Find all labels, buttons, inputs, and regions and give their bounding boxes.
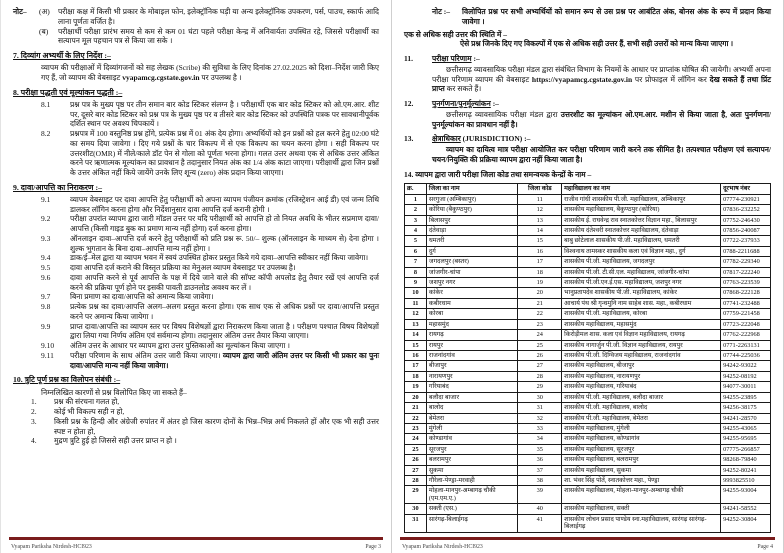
cell-college: शासकीय पी.जी. महाविद्यालय, बलौदा बाजार xyxy=(562,392,721,402)
section9-item-number: 9.5 xyxy=(41,263,51,273)
section10-item xyxy=(31,436,379,446)
note-item-text: परीक्षार्थी परीक्षा प्रारंभ समय से कम से कम 01 घंटा पहले परीक्षा केन्द्र में अनिवार्यतः उपस्थित रहे, जिससे परीक्षार्थी का सत्यापन मूल पहचान पत्र से किया जा सके । xyxy=(58,26,379,46)
cell-code: 32 xyxy=(518,413,562,423)
cell-district: महासमुंद xyxy=(426,319,517,329)
cell-sn: 11 xyxy=(405,298,427,308)
cell-code: 25 xyxy=(518,340,562,350)
table-body xyxy=(405,194,771,532)
cell-district: बालोद xyxy=(426,403,517,413)
cell-sn: 5 xyxy=(405,236,427,246)
table-row xyxy=(405,403,771,413)
cell-college: शासकीय पी.जी. महाविद्यालय, बेमेतरा xyxy=(562,413,721,423)
section9-item-number: 9.7 xyxy=(41,292,51,302)
section9-item-number: 9.3 xyxy=(41,233,51,243)
page-4 xyxy=(392,0,784,553)
section7-body-pre: व्यापम की परीक्षाओं में दिव्यांगजनों को सह लेखक (Scribe) की सुविधा के लिए दिनांक 27.02.2025 को दिशा–निर्देश जारी किए गए हैं, जो व्यापम की वेबसाइट xyxy=(41,63,379,82)
cell-phone: 07817-222240 xyxy=(721,267,771,277)
section9-item xyxy=(41,292,379,302)
table-row xyxy=(405,423,771,433)
section9-item xyxy=(41,214,379,234)
cell-sn: 29 xyxy=(405,486,427,504)
cell-sn: 22 xyxy=(405,413,427,423)
section10-item-text: मुद्रण त्रुटि हुई हो जिससे सही उत्तर प्राप्त न हो । xyxy=(54,436,177,446)
table-row xyxy=(405,455,771,465)
cell-sn: 4 xyxy=(405,225,427,235)
table-row xyxy=(405,225,771,235)
section9-item xyxy=(41,341,379,351)
cell-college: शासकीय पी.जी. महाविद्यालय, कोरबा xyxy=(562,309,721,319)
cell-district: सुकमा xyxy=(426,465,517,475)
cell-phone: 07782-229340 xyxy=(721,257,771,267)
section9-item-text: डाक/ई–मेल द्वारा या व्यापम भवन में स्वयं उपस्थित होकर प्रस्तुत किये गये दावा–आपत्ति स्वीकार नहीं किया जावेगा। xyxy=(70,253,369,263)
section12-number: 12. xyxy=(404,99,414,108)
cell-phone: 07836-232252 xyxy=(721,205,771,215)
cell-district: मोहला-मानपुर-अम्बागढ़ चौकी (एम.एम.ए.) xyxy=(426,486,517,504)
col-header-code: जिला कोड xyxy=(518,184,562,194)
section9-item-text: व्यापम वेबसाइट पर दावा आपत्ति हेतु परीक्षार्थी को अपना व्यापम पंजीयन क्रमांक (रजिस्ट्रेशन आई डी) एवं जन्म तिथि डालकर लॉगिन करना होगा और निर्देशानुसार दावा आपत्ति दर्ज करानी होगी । xyxy=(70,194,379,214)
section11-number: 11. xyxy=(404,54,413,63)
section7-body xyxy=(41,63,379,83)
table-row xyxy=(405,351,771,361)
section8-heading: 8. परीक्षा पद्धती एवं मूल्यांकन पद्धती :– xyxy=(13,87,123,97)
cell-sn: 27 xyxy=(405,465,427,475)
section9-item-number: 9.6 xyxy=(41,272,51,282)
cell-code: 18 xyxy=(518,267,562,277)
cell-district: जशपुर नगर xyxy=(426,278,517,288)
section9-item-text: बिना प्रमाण का दावा/आपत्ति को अमान्य किया जावेगा। xyxy=(70,292,214,302)
section9-item xyxy=(41,351,379,371)
cell-phone: 94252-08192 xyxy=(721,371,771,381)
cell-district: जांजगीर-चांपा xyxy=(426,267,517,277)
cell-district: दंतेवाड़ा xyxy=(426,225,517,235)
cell-college: शासकीय पी.जी.एन.ई.एस. महाविद्यालय, जशपुर नगर xyxy=(562,278,721,288)
cell-college: शासकीय महाविद्यालय, सक्ती xyxy=(562,504,721,514)
cell-phone: 07763-223539 xyxy=(721,278,771,288)
cell-phone: 07722-237933 xyxy=(721,236,771,246)
cell-college: शासकीय महाविद्यालय, नारायणपुर xyxy=(562,371,721,381)
cell-code: 28 xyxy=(518,371,562,381)
section9-item-text: प्राप्त दावा/आपत्ति का व्यापम स्तर पर विषय विशेषज्ञों द्वारा निराकरण किया जाता है । परीक्षण पश्चात विषय विशेषज्ञों द्वारा लिया गया निर्णय अंतिम एवं सर्वमान्य होगा। तदानुसार अंतिम उत्तर तैयार किया जाएगा। xyxy=(70,321,379,341)
table-row xyxy=(405,267,771,277)
section9-item-number: 9.8 xyxy=(41,302,51,312)
cell-district: गरियाबंद xyxy=(426,382,517,392)
table-row xyxy=(405,382,771,392)
cell-sn: 8 xyxy=(405,267,427,277)
table-row xyxy=(405,278,771,288)
note-item-text: परीक्षा कक्ष में किसी भी प्रकार के मोबाइल फोन, इलेक्ट्रॉनिक घड़ी या अन्य इलेक्ट्रॉनिक उपकरण, पर्स, पाउच, स्कार्फ आदि लाना पूर्णतः वर्जित है। xyxy=(58,7,379,26)
table-row xyxy=(405,319,771,329)
cell-college: शासकीय पी.जी. महाविद्यालय, जगदलपुर xyxy=(562,257,721,267)
cell-sn: 23 xyxy=(405,423,427,433)
page3-footer xyxy=(11,544,381,550)
cell-phone: 94252-80241 xyxy=(721,465,771,475)
footer-doc-title: Vyapam Pariksha Nirdesh-HCI923 xyxy=(402,544,483,550)
cell-code: 19 xyxy=(518,278,562,288)
table-row xyxy=(405,340,771,350)
cell-district: बीजापुर xyxy=(426,361,517,371)
cell-district: बलौदा बाजार xyxy=(426,392,517,402)
section8-item-number: 8.1 xyxy=(41,99,51,109)
note-label: नोट– xyxy=(13,7,27,16)
deleted-question-note xyxy=(404,7,771,27)
cell-sn: 20 xyxy=(405,392,427,402)
section9-item-number: 9.4 xyxy=(41,253,51,263)
cell-code: 13 xyxy=(518,215,562,225)
multiple-correct-body: ऐसे प्रश्न जिनके दिए गए विकल्पों में एक से अधिक सही उत्तर हैं, सभी सही उत्तरों को मान्य किया जाएगा । xyxy=(460,39,734,49)
footer-divider-bar xyxy=(9,537,383,540)
cell-college: शासकीय लोचन प्रसाद पाण्डेय स्ना.महाविद्यालय, सारंगढ़ सारंगढ़-बिलाईगढ़ xyxy=(562,514,721,532)
section9-item xyxy=(41,253,379,263)
note-text: विलोपित प्रश्न पर सभी अभ्यर्थियों को समान रूप से उस प्रश्न पर आबंटित अंक, बोनस अंक के रूप में प्रदान किया जावेगा । xyxy=(462,7,771,26)
section9-items xyxy=(13,195,379,371)
table-row xyxy=(405,205,771,215)
section8-item xyxy=(41,129,379,178)
cell-code: 38 xyxy=(518,476,562,486)
section7-heading: 7. दिव्यांग अभ्यर्थी के लिए निर्देश :– xyxy=(13,51,111,60)
section9-item-number: 9.11 xyxy=(41,350,54,360)
cell-code: 14 xyxy=(518,225,562,235)
cell-code: 37 xyxy=(518,465,562,475)
section13-title: क्षेत्राधिकार (JURISDICTION) :– xyxy=(432,134,531,144)
cell-sn: 31 xyxy=(405,514,427,532)
cell-phone: 94077-30011 xyxy=(721,382,771,392)
col-header-college: महाविद्यालय का नाम xyxy=(562,184,721,194)
page4-number: Page 4 xyxy=(757,544,773,550)
cell-district: रायपुर xyxy=(426,340,517,350)
cell-college: राजीव गांधी शासकीय पी.जी. महाविद्यालय, अम्बिकापुर xyxy=(562,194,721,204)
section8-item-text: प्रश्न पत्र के मुख्य पृष्ठ पर तीन समान बार कोड स्टिकर संलग्न है । परीक्षार्थी एक बार कोड स्टिकर को ओ.एम.आर. शीट पर, दूसरे बार कोड स्टिकर को प्रश्न पत्र के मुख्य पृष्ठ पर व तीसरे बार कोड स्टिकर को उपस्थिति पत्रक पर सावधानीपूर्वक दर्शित स्थान पर अवश्य चिपकायें । xyxy=(70,99,379,129)
cell-district: दुर्ग xyxy=(426,246,517,256)
cell-district: सूरजपुर xyxy=(426,444,517,454)
section10-item xyxy=(31,417,379,437)
note-label: नोट :– xyxy=(432,7,451,16)
page4-footer xyxy=(402,544,773,550)
cell-college: बाबु छोटेलाल शासकीय पी.जी. महाविद्यालय, धमतरी xyxy=(562,236,721,246)
cell-phone: 0788-2211688 xyxy=(721,246,771,256)
section9-item-text: प्रत्येक प्रश्न का दावा/आपत्ति अलग–अलग प्रस्तुत करना होगा। एक साथ एक से अधिक प्रश्नों पर दावा/आपत्ति प्रस्तुत करने पर अमान्य किया जायेगा । xyxy=(70,302,379,321)
cell-sn: 6 xyxy=(405,246,427,256)
cell-district: सक्ती (एस.) xyxy=(426,504,517,514)
cell-phone: 07752-246430 xyxy=(721,215,771,225)
section9-item-text: अंतिम उत्तर के आधार पर व्यापम द्वारा उत्तर पुस्तिकाओं का मूल्यांकन किया जाएगा । xyxy=(70,341,291,351)
cell-phone: 07856-240087 xyxy=(721,225,771,235)
cell-phone: 07868-222128 xyxy=(721,288,771,298)
section9-item xyxy=(41,263,379,273)
multiple-correct-heading: एक से अधिक सही उत्तर की स्थिति में – xyxy=(404,29,508,39)
cell-sn: 7 xyxy=(405,257,427,267)
cell-code: 21 xyxy=(518,298,562,308)
table-row xyxy=(405,309,771,319)
cell-college: शासकीय महाविद्यालय, महासमुंद xyxy=(562,319,721,329)
section9-item-number: 9.9 xyxy=(41,321,51,331)
cell-district: रायगढ़ xyxy=(426,330,517,340)
table-row xyxy=(405,194,771,204)
cell-sn: 10 xyxy=(405,288,427,298)
section8-item xyxy=(41,100,379,129)
cell-college: शासकीय पी.जी. महाविद्यालय, बालोद xyxy=(562,403,721,413)
table-header xyxy=(405,184,771,194)
table-row xyxy=(405,330,771,340)
section9-item-text: परीक्षा उपरांत व्यापम द्वारा जारी मॉडल उत्तर पर यदि परीक्षार्थी को आपत्ति हो तो नियत अवधि के भीतर सप्रमाण दावा/आपत्ति (किसी गाइड बुक का प्रमाण मान्य नहीं होगा) दर्ज करना होगा। xyxy=(70,214,379,234)
cell-phone: 07775-266857 xyxy=(721,444,771,454)
cell-sn: 9 xyxy=(405,278,427,288)
table-row xyxy=(405,434,771,444)
section10-item-number: 1. xyxy=(31,397,37,407)
section11-body: छत्तीसगढ़ व्यावसायिक परीक्षा मंडल द्वारा संबंधित विभाग के नियमों के आधार पर प्राप्तांक घोषित की जायेगी। अभ्यर्थी अपना परीक्षा परिणाम व्यापम की वेबसाइट https://vyapamcg.cgstate.gov.in पर प्रोफाइल में लॉगिन कर देख सकते हैं तथा प्रिंट प्राप्त कर सकते हैं। xyxy=(432,64,771,94)
table-row xyxy=(405,444,771,454)
cell-district: कांकेर xyxy=(426,288,517,298)
note-item xyxy=(39,7,379,27)
cell-college: शासकीय महाविद्यालय, बलरामपुर xyxy=(562,455,721,465)
table-row xyxy=(405,504,771,514)
cell-phone: 94242-93022 xyxy=(721,361,771,371)
section8-item-text: प्रश्नपत्र में 100 वस्तुनिष्ठ प्रश्न होंगे, प्रत्येक प्रश्न में 01 अंक देय होगा। अभ्यर्थियों को इन प्रश्नों को हल करने हेतु 02:00 घंटे का समय दिया जावेगा । दिए गये प्रश्नों के चार विकल्प में से एक विकल्प का चयन करना होगा । सही विकल्प पर उत्तरशीट(OMR) में नीले/काले डॉट पेन से गोला को पूर्णतः भरना होगा। गलत उत्तर अथवा एक से अधिक उत्तर अंकित करने पर ऋणात्मक मूल्यांकन का प्रावधान है तदानुसार नियत अंक का 1/4 अंक काटा जाएगा। परीक्षार्थी द्वारा जिन प्रश्नों के उत्तर अंकित नहीं किये जायेंगे उनके लिए शून्य (zero) अंक प्रदान किया जाएगा। xyxy=(70,129,379,177)
cell-phone: 07762-222968 xyxy=(721,330,771,340)
note-item-number: (अ) xyxy=(39,7,50,16)
cell-phone: 94255-95695 xyxy=(721,434,771,444)
table-row xyxy=(405,413,771,423)
cell-college: शासकीय पी.जी. टी.सी.एल. महाविद्यालय, जांजगीर-चांपा xyxy=(562,267,721,277)
cell-college: शासकीय महाविद्यालय, गरियाबंद xyxy=(562,382,721,392)
table-row xyxy=(405,215,771,225)
cell-phone: 07741-232488 xyxy=(721,298,771,308)
table-row xyxy=(405,361,771,371)
section9-item-text: ऑनलाइन दावा–आपत्ति दर्ज करने हेतु परीक्षार्थी को प्रति प्रश्न रू. 50/– शुल्क (ऑनलाइन के माध्यम से) देना होगा । शुल्क भुगतान के बिना दावा–आपत्ति मान्य नहीं होगा । xyxy=(70,233,379,253)
cell-sn: 18 xyxy=(405,371,427,381)
section13-body: व्यापम का दायित्व मात्र परीक्षा आयोजित कर परीक्षा परिणाम जारी करने तक सीमित है। तत्पश्चात परीक्षण एवं सत्यापन/चयन/नियुक्ति की प्रक्रिया व्यापम द्वारा नहीं किया जाता है। xyxy=(432,145,771,164)
cell-phone: 9993825510 xyxy=(721,476,771,486)
section8-items xyxy=(13,100,379,178)
cell-phone: 94252-30804 xyxy=(721,514,771,532)
cell-college: विश्वनाथ तामस्कर शासकीय कला एवं विज्ञान महा., दुर्ग xyxy=(562,246,721,256)
cell-code: 39 xyxy=(518,486,562,504)
cell-sn: 30 xyxy=(405,504,427,514)
cell-sn: 14 xyxy=(405,330,427,340)
cell-district: सरगुजा (अम्बिकापुर) xyxy=(426,194,517,204)
section12-body: छत्तीसगढ़ व्यावसायिक परीक्षा मंडल द्वारा उत्तरशीट का मूल्यांकन ओ.एम.आर. मशीन से किया जाता है, अतः पुनर्गणना/पुनर्मूल्यांकन का प्रावधान नहीं है। xyxy=(432,109,771,129)
cell-code: 33 xyxy=(518,423,562,433)
section9-item xyxy=(41,195,379,215)
section14-heading: 14. व्यापम द्वारा जारी परीक्षा जिला कोड तथा समन्वयक केन्द्रों के नाम – xyxy=(404,169,592,179)
section10-item-number: 4. xyxy=(31,436,37,446)
cell-code: 22 xyxy=(518,309,562,319)
cell-district: मुंगेली xyxy=(426,423,517,433)
cell-sn: 25 xyxy=(405,444,427,454)
section10-item xyxy=(31,407,379,417)
section9-item-text: दावा आपत्ति दर्ज कराने की विस्तृत प्रक्रिया का मेनुअल व्यापम वेबसाइट पर उपलब्ध है। xyxy=(70,263,296,273)
district-code-table xyxy=(404,183,771,532)
section10-items xyxy=(13,397,379,446)
cell-code: 26 xyxy=(518,351,562,361)
table-row xyxy=(405,465,771,475)
cell-code: 24 xyxy=(518,330,562,340)
cell-district: सारंगढ़-बिलाईगढ़ xyxy=(426,514,517,532)
cell-district: जगदलपुर (बस्तर) xyxy=(426,257,517,267)
section10-item-text: प्रश्न की संरचना गलत हो, xyxy=(54,397,120,407)
cell-phone: 07744-225036 xyxy=(721,351,771,361)
cell-sn: 3 xyxy=(405,215,427,225)
col-header-sn: क्र. xyxy=(405,184,427,194)
section13-heading xyxy=(404,134,771,144)
cell-college: शासकीय महाविद्यालय, कोण्डागांव xyxy=(562,434,721,444)
cell-district: कोरबा xyxy=(426,309,517,319)
table-row xyxy=(405,476,771,486)
section9-item-number: 9.10 xyxy=(41,341,55,351)
cell-phone: 94255-43065 xyxy=(721,423,771,433)
cell-sn: 28 xyxy=(405,476,427,486)
cell-code: 36 xyxy=(518,455,562,465)
table-row xyxy=(405,371,771,381)
cell-code: 11 xyxy=(518,194,562,204)
cell-phone: 94241-28570 xyxy=(721,413,771,423)
section8-item-number: 8.2 xyxy=(41,129,51,138)
cell-phone: 07723-222048 xyxy=(721,319,771,329)
cell-district: कोरिया (बैकुण्ठपुर) xyxy=(426,205,517,215)
col-header-district: जिला का नाम xyxy=(426,184,517,194)
cell-college: शासकीय महाविद्यालय, सूरजपुर xyxy=(562,444,721,454)
cell-sn: 13 xyxy=(405,319,427,329)
cell-district: बेमेतरा xyxy=(426,413,517,423)
section9-item-number: 9.2 xyxy=(41,214,51,224)
cell-district: नारायणपुर xyxy=(426,371,517,381)
cell-district: राजनांदगांव xyxy=(426,351,517,361)
cell-code: 27 xyxy=(518,361,562,371)
cell-sn: 2 xyxy=(405,205,427,215)
cell-college: शासकीय ई. राघवेन्द्र राव स्नातकोत्तर विज्ञान महा., बिलासपुर xyxy=(562,215,721,225)
section12-title: पुनर्गणना/पुनर्मूल्यांकन :– xyxy=(432,99,499,108)
cell-code: 31 xyxy=(518,403,562,413)
cell-phone: 94255-23895 xyxy=(721,392,771,402)
cell-district: बिलासपुर xyxy=(426,215,517,225)
vyapam-website-text: vyapamcg.cgstate.gov.in xyxy=(122,72,200,82)
section10-intro: निम्नलिखित कारणों से प्रश्न विलोपित किए जा सकते हैं– xyxy=(41,387,187,397)
page3-number: Page 3 xyxy=(365,544,381,550)
cell-code: 30 xyxy=(518,392,562,402)
section10-item-number: 3. xyxy=(31,416,37,426)
section12-heading xyxy=(404,99,771,109)
cell-code: 41 xyxy=(518,514,562,532)
footer-doc-title: Vyapam Pariksha Nirdesh-HCI923 xyxy=(11,544,92,550)
cell-code: 34 xyxy=(518,434,562,444)
table-row xyxy=(405,246,771,256)
cell-college: शासकीय महाविद्यालय, बीजापुर xyxy=(562,361,721,371)
section9-item-text: परीक्षा परिणाम के साथ अंतिम उत्तर जारी किया जाएगा। व्यापम द्वारा जारी अंतिम उत्तर पर किसी भी प्रकार का पुनः दावा/आपत्ति मान्य नहीं किया जावेगा। xyxy=(70,350,379,370)
cell-phone: 98268-79840 xyxy=(721,455,771,465)
section9-heading: 9. दावा/आपत्ति का निराकरण :– xyxy=(13,182,102,192)
cell-phone: 07774-230921 xyxy=(721,194,771,204)
cell-sn: 12 xyxy=(405,309,427,319)
cell-district: धमतरी xyxy=(426,236,517,246)
cell-code: 35 xyxy=(518,444,562,454)
col-header-phone: दूरभाष नंबर xyxy=(721,184,771,194)
cell-college: शासकीय दंतेश्वरी स्नातकोत्तर महाविद्यालय, दंतेवाड़ा xyxy=(562,225,721,235)
section10-item-text: कोई भी विकल्प सही न हो, xyxy=(54,407,125,416)
cell-phone: 0771-2263131 xyxy=(721,340,771,350)
table-row xyxy=(405,288,771,298)
section10-item-number: 2. xyxy=(31,407,37,416)
cell-district: कबीरधाम xyxy=(426,298,517,308)
cell-college: भानुप्रतापदेव शासकीय पी.जी. महाविद्यालय, कांकेर xyxy=(562,288,721,298)
cell-college: शासकीय महाविद्यालय, बैकुण्ठपुर (कोरिया) xyxy=(562,205,721,215)
table-row xyxy=(405,392,771,402)
table-row xyxy=(405,298,771,308)
cell-college: आचार्य पंथ श्री गृन्धमुनि नाम साहेब शास. महा., कबीरधाम xyxy=(562,298,721,308)
note-item-number: (ब) xyxy=(39,26,49,36)
section11-title: परीक्षा परिणाम :– xyxy=(432,54,480,63)
result-website-text: https://vyapamcg.cgstate.gov.in xyxy=(531,74,633,84)
cell-college: किरोड़ीमल शास. कला एवं विज्ञान महाविद्यालय, रायगढ़ xyxy=(562,330,721,340)
cell-phone: 94256-38175 xyxy=(721,403,771,413)
cell-sn: 19 xyxy=(405,382,427,392)
cell-code: 40 xyxy=(518,504,562,514)
section9-item xyxy=(41,273,379,293)
section9-item-text: दावा आपत्ति करने से पूर्व आपत्ति के पक्ष में दिये जाने वाले की सॉफ्ट कॉपी अपलोड हेतु तैयार रखें एवं आपत्ति दर्ज करने की प्रक्रिया पूर्ण होने पर इसकी पावती डाउनलोड अवश्य कर लें । xyxy=(70,272,379,292)
cell-college: शासकीय नागार्जुन पी.जी. विज्ञान महाविद्यालय, रायपुर xyxy=(562,340,721,350)
cell-phone: 94241-58552 xyxy=(721,504,771,514)
cell-college: शासकीय महाविद्यालय, मुंगेली xyxy=(562,423,721,433)
section10-heading: 10. त्रुटि पूर्ण प्रश्न का विलोपन संबंधी :– xyxy=(13,375,121,385)
cell-college: शासकीय पी.जी. दिग्विजय महाविद्यालय, राजनांदगांव xyxy=(562,351,721,361)
table-row xyxy=(405,486,771,504)
cell-college: शासकीय महाविद्यालय, मोहला-मानपुर-अम्बागढ़ चौकी xyxy=(562,486,721,504)
section9-item xyxy=(41,234,379,254)
section13-number: 13. xyxy=(404,134,414,144)
cell-phone: 94255-93004 xyxy=(721,486,771,504)
section9-item xyxy=(41,302,379,322)
cell-sn: 26 xyxy=(405,455,427,465)
cell-district: बलरामपुर xyxy=(426,455,517,465)
section11-heading xyxy=(404,54,771,64)
table-row xyxy=(405,236,771,246)
cell-code: 16 xyxy=(518,246,562,256)
cell-code: 12 xyxy=(518,205,562,215)
cell-phone: 07759-221458 xyxy=(721,309,771,319)
cell-district: कोण्डागांव xyxy=(426,434,517,444)
note-item xyxy=(39,27,379,47)
cell-sn: 1 xyxy=(405,194,427,204)
cell-sn: 21 xyxy=(405,403,427,413)
cell-code: 20 xyxy=(518,288,562,298)
cell-sn: 16 xyxy=(405,351,427,361)
cell-sn: 17 xyxy=(405,361,427,371)
section10-item-text: किसी प्रश्न के हिन्दी और अंग्रेजी रुपांतर में अंतर हो जिस कारण दोनों के भिन्न–भिन्न अर्थ निकलते हों और एक भी सही उत्तर स्पष्ट न होता हो, xyxy=(54,416,379,436)
cell-code: 23 xyxy=(518,319,562,329)
table-row xyxy=(405,257,771,267)
cell-code: 15 xyxy=(518,236,562,246)
section7-body-post: पर उपलब्ध है । xyxy=(199,72,242,82)
exam-hall-note xyxy=(13,7,379,46)
table-row xyxy=(405,514,771,532)
note-items xyxy=(39,7,379,46)
footer-divider-bar xyxy=(400,537,775,540)
section9-item-number: 9.1 xyxy=(41,194,51,204)
section10-item xyxy=(31,397,379,407)
cell-college: शा. भंवर सिंह पोर्ते, स्नातकोत्तर महा., पेण्ड्रा xyxy=(562,476,721,486)
cell-code: 29 xyxy=(518,382,562,392)
cell-sn: 15 xyxy=(405,340,427,350)
cell-college: शासकीय महाविद्यालय, सुकमा xyxy=(562,465,721,475)
section9-item xyxy=(41,322,379,342)
cell-district: गौरेला-पेण्ड्रा-मरवाही xyxy=(426,476,517,486)
cell-code: 17 xyxy=(518,257,562,267)
cell-sn: 24 xyxy=(405,434,427,444)
